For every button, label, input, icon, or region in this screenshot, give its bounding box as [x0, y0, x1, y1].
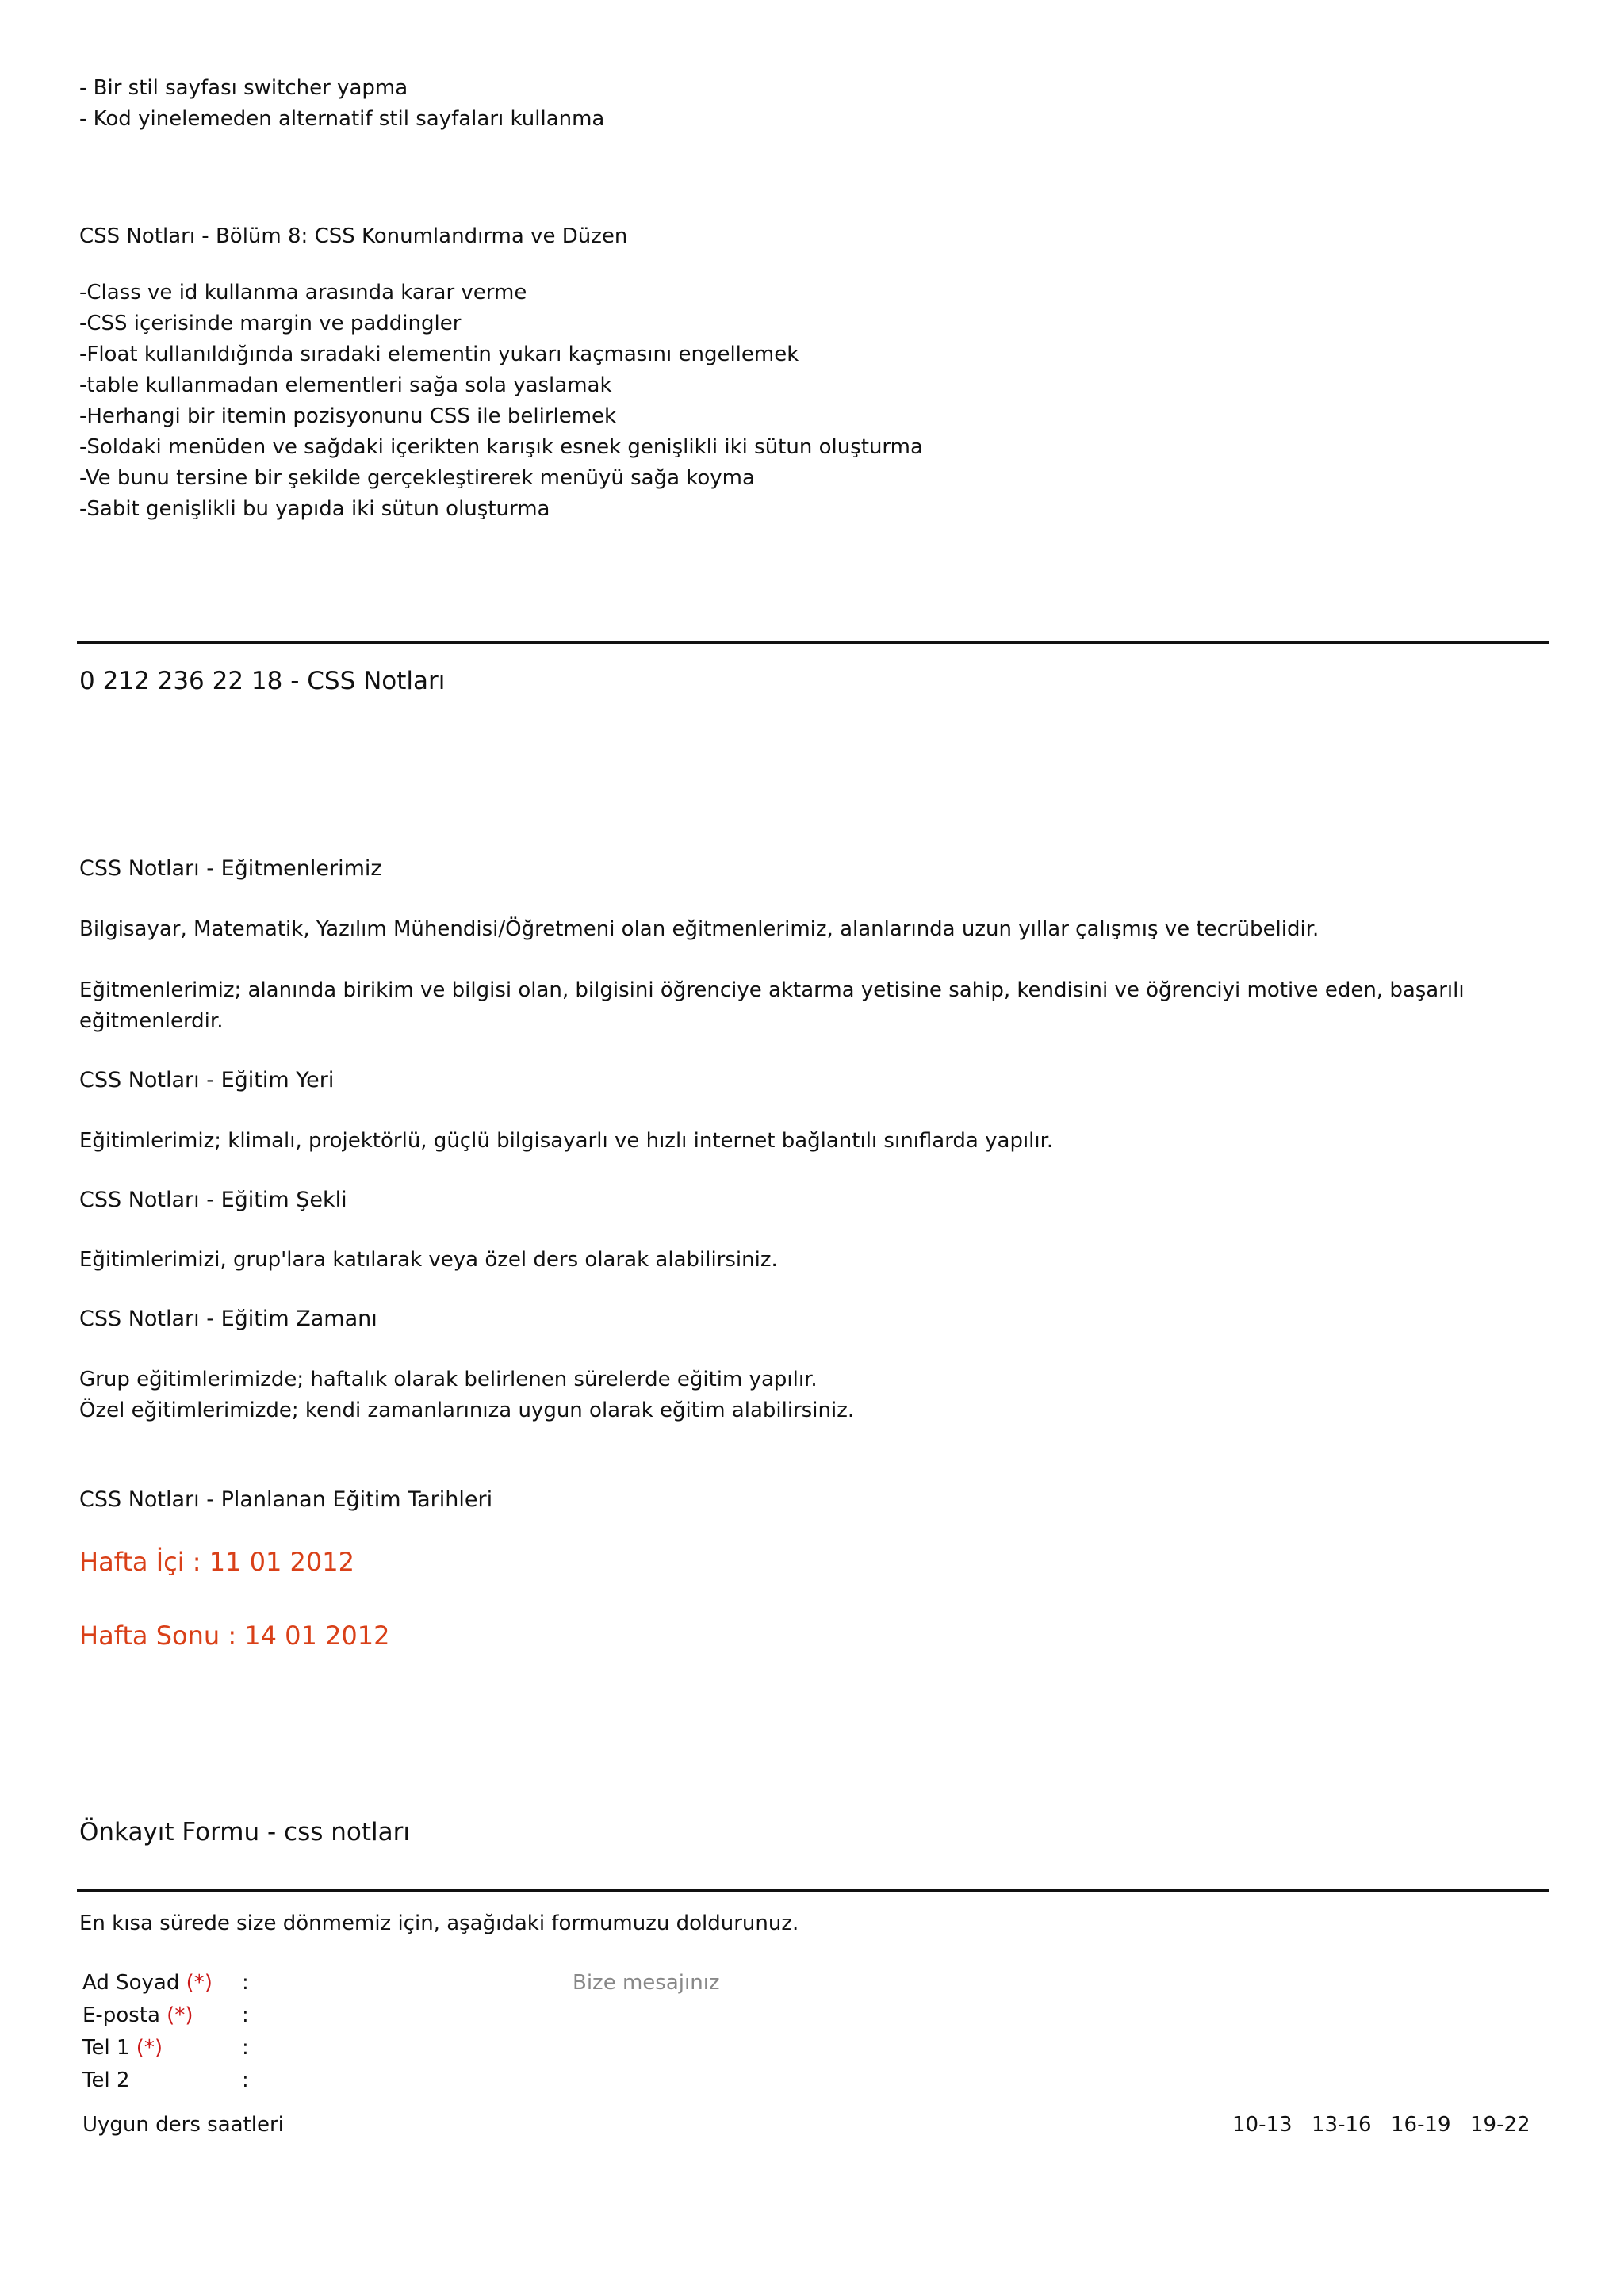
ad-soyad-input[interactable] — [262, 1969, 531, 1996]
section8-list — [79, 277, 923, 525]
list-item: - Bir stil sayfası switcher yapma — [79, 76, 408, 100]
hour-option[interactable]: 10-13 — [1232, 2113, 1293, 2137]
place-text: Eğitimlerimiz; klimalı, projektörlü, güçlü bilgisayarlı ve hızlı internet bağlantılı sınıflarda yapılır. — [79, 1129, 1054, 1153]
field-label: Ad Soyad — [82, 1971, 180, 1995]
hour-option[interactable]: 16-19 — [1391, 2113, 1451, 2137]
field-colon: : — [242, 2036, 249, 2060]
required-mark: (*) — [167, 2003, 193, 2027]
field-label: E-posta — [82, 2003, 160, 2027]
required-mark: (*) — [186, 1971, 213, 1995]
list-item: - Kod yinelemeden alternatif stil sayfaları kullanma — [79, 107, 605, 131]
list-item: -Sabit genişlikli bu yapıda iki sütun oluşturma — [79, 497, 550, 521]
instructors-text-2-line-2: eğitmenlerdir. — [79, 1009, 224, 1033]
list-item: -Class ve id kullanma arasında karar verme — [79, 281, 527, 304]
list-item: -table kullanmadan elementleri sağa sola yaslamak — [79, 373, 612, 397]
field-colon: : — [242, 2068, 249, 2092]
list-item: -Float kullanıldığında sıradaki elementin yukarı kaçmasını engellemek — [79, 342, 799, 366]
list-item: -Herhangi bir itemin pozisyonunu CSS ile belirlemek — [79, 404, 617, 428]
tel-2-input[interactable] — [262, 2067, 531, 2094]
time-text-1: Grup eğitimlerimizde; haftalık olarak belirlenen sürelerde eğitim yapılır. — [79, 1368, 818, 1391]
field-colon: : — [242, 2003, 249, 2027]
divider-form — [77, 1889, 1549, 1892]
form-title: Önkayıt Formu - css notları — [79, 1818, 410, 1846]
list-item: -Soldaki menüden ve sağdaki içerikten karışık esnek genişlikli iki sütun oluşturma — [79, 435, 923, 459]
field-row-tel-2 — [82, 2065, 130, 2096]
field-row-tel-1 — [82, 2033, 163, 2064]
place-title: CSS Notları - Eğitim Yeri — [79, 1068, 335, 1093]
time-title: CSS Notları - Eğitim Zamanı — [79, 1307, 377, 1331]
hour-option[interactable]: 19-22 — [1470, 2113, 1530, 2137]
list-item: -CSS içerisinde margin ve paddingler — [79, 312, 462, 335]
mode-title: CSS Notları - Eğitim Şekli — [79, 1188, 347, 1212]
instructors-title: CSS Notları - Eğitmenlerimiz — [79, 856, 382, 881]
e-posta-input[interactable] — [262, 2002, 531, 2029]
section8-title: CSS Notları - Bölüm 8: CSS Konumlandırma ve Düzen — [79, 224, 628, 248]
field-label: Tel 1 — [82, 2036, 130, 2060]
field-label: Tel 2 — [82, 2068, 130, 2092]
required-mark: (*) — [136, 2036, 163, 2060]
field-row-e-posta — [82, 2000, 193, 2031]
form-intro: En kısa sürede size dönmemiz için, aşağıdaki formumuzu doldurunuz. — [79, 1911, 799, 1935]
phone-heading: 0 212 236 22 18 - CSS Notları — [79, 667, 446, 695]
instructors-text-1: Bilgisayar, Matematik, Yazılım Mühendisi/Öğretmeni olan eğitmenlerimiz, alanlarında uzun yıllar çalışmış ve tecrübelidir. — [79, 917, 1320, 941]
time-text-2: Özel eğitimlerimizde; kendi zamanlarınıza uygun olarak eğitim alabilirsiniz. — [79, 1399, 855, 1422]
hours-label: Uygun ders saatleri — [82, 2113, 284, 2137]
tel-1-input[interactable] — [262, 2034, 531, 2061]
mode-text: Eğitimlerimizi, grup'lara katılarak veya özel ders olarak alabilirsiniz. — [79, 1248, 778, 1272]
message-textarea[interactable]: Bize mesajınız — [573, 1971, 720, 1995]
field-colon: : — [242, 1971, 249, 1995]
instructors-text-2-line-1: Eğitmenlerimiz; alanında birikim ve bilgisi olan, bilgisini öğrenciye aktarma yetisine sahip, kendisini ve öğrenciyi motive eden, başarılı — [79, 978, 1465, 1002]
weekday-date: Hafta İçi : 11 01 2012 — [79, 1547, 354, 1577]
dates-title: CSS Notları - Planlanan Eğitim Tarihleri — [79, 1487, 493, 1512]
divider-top — [77, 641, 1549, 644]
hour-option[interactable]: 13-16 — [1312, 2113, 1372, 2137]
weekend-date: Hafta Sonu : 14 01 2012 — [79, 1621, 390, 1651]
field-row-ad-soyad — [82, 1968, 213, 1999]
top-list — [79, 73, 604, 135]
list-item: -Ve bunu tersine bir şekilde gerçekleştirerek menüyü sağa koyma — [79, 466, 755, 490]
